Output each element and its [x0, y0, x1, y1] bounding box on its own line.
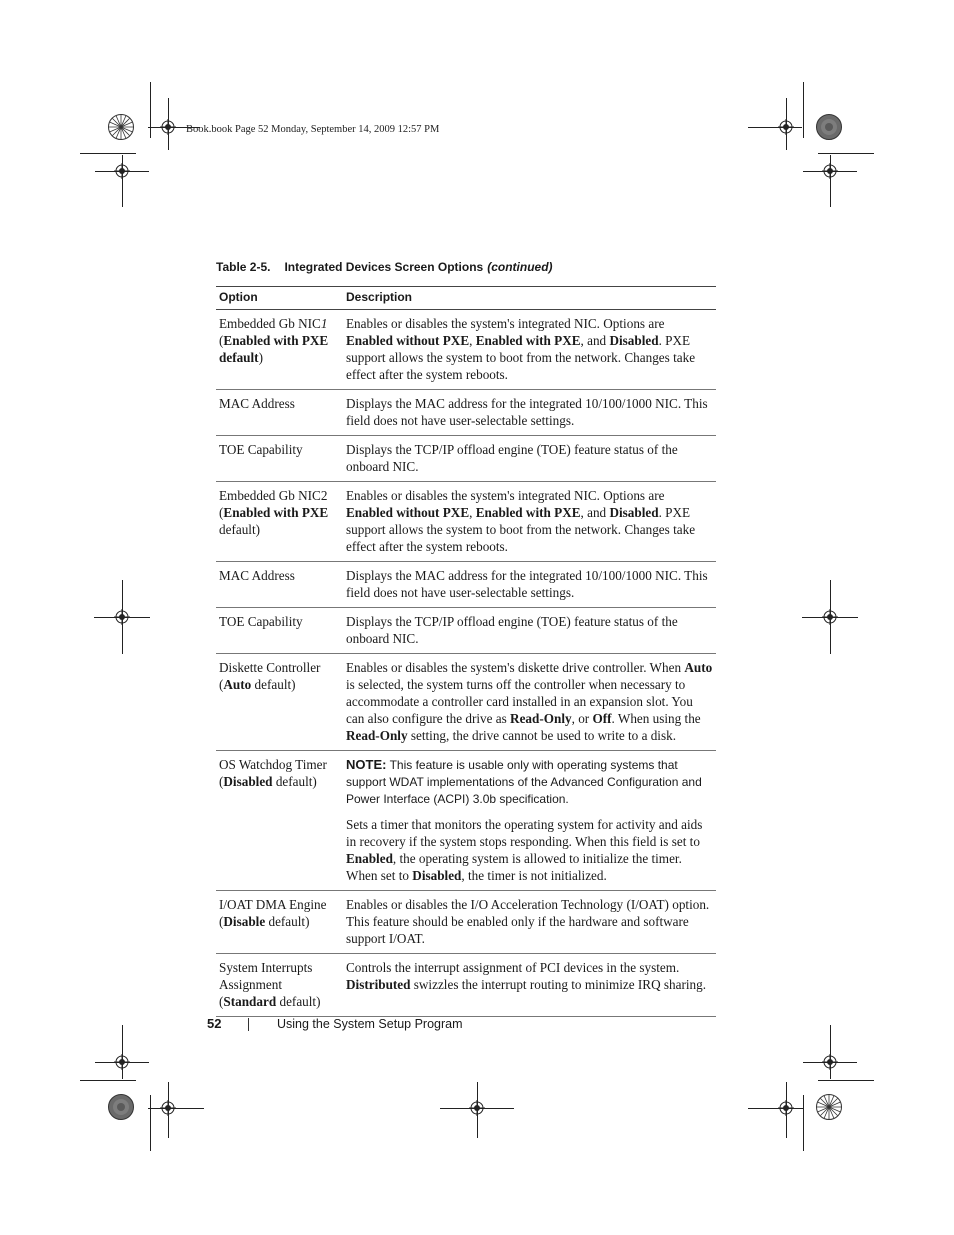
- description-cell: Displays the MAC address for the integrated 10/100/1000 NIC. This field does not have user-selectable settings.: [340, 390, 716, 436]
- gray-rosette-icon: [816, 114, 842, 140]
- registration-target-icon: [114, 609, 130, 625]
- registration-target-icon: [114, 1054, 130, 1070]
- option-cell: MAC Address: [216, 390, 340, 436]
- registration-target-icon: [114, 163, 130, 179]
- bold-term: Auto: [223, 677, 252, 692]
- bold-term: Enabled without PXE: [346, 333, 470, 348]
- registration-target-icon: [778, 119, 794, 135]
- starburst-rosette-icon: [816, 1094, 842, 1120]
- bold-term: Enabled with PXE: [475, 505, 581, 520]
- bold-term: Off: [592, 711, 612, 726]
- bold-term: Disabled: [609, 333, 659, 348]
- table-row: [216, 608, 716, 654]
- option-cell: Embedded Gb NIC1 (Enabled with PXE default): [216, 310, 340, 390]
- registration-target-icon: [469, 1100, 485, 1116]
- bold-term: Read-Only: [510, 711, 572, 726]
- print-header: Book.book Page 52 Monday, September 14, 2009 12:57 PM: [186, 124, 440, 135]
- description-cell: Displays the TCP/IP offload engine (TOE) feature status of the onboard NIC.: [340, 608, 716, 654]
- table-caption: [216, 260, 553, 274]
- registration-target-icon: [160, 1100, 176, 1116]
- italic-term: 1: [320, 316, 328, 331]
- bold-term: Auto: [684, 660, 713, 675]
- bold-term: Distributed: [346, 977, 411, 992]
- bold-term: Disabled: [609, 505, 659, 520]
- description-cell: Enables or disables the system's integrated NIC. Options are Enabled without PXE, Enabled with PXE, and Disabled. PXE support allows the system to boot from the network. Changes take effect after the system reboots.: [340, 310, 716, 390]
- registration-target-icon: [778, 1100, 794, 1116]
- table-row: [216, 310, 716, 390]
- header-option: Option: [216, 287, 340, 310]
- option-cell: TOE Capability: [216, 608, 340, 654]
- bold-term: Disable: [223, 914, 266, 929]
- note-text: This feature is usable only with operating systems that support WDAT implementations of the Advanced Configuration and Power Interface (ACPI) 3.0b specification.: [346, 758, 702, 806]
- description-cell: Displays the TCP/IP offload engine (TOE) feature status of the onboard NIC.: [340, 436, 716, 482]
- caption-label: Table 2-5.: [216, 260, 271, 274]
- page-number: 52: [207, 1016, 222, 1031]
- bold-term: Enabled without PXE: [346, 505, 470, 520]
- description-cell: Enables or disables the system's integrated NIC. Options are Enabled without PXE, Enabled with PXE, and Disabled. PXE support allows the system to boot from the network. Changes take effect after the system reboots.: [340, 482, 716, 562]
- description-cell: Enables or disables the I/O Acceleration Technology (I/OAT) option. This feature should be enabled only if the hardware and software support I/OAT.: [340, 891, 716, 954]
- gray-rosette-icon: [108, 1094, 134, 1120]
- option-cell: OS Watchdog Timer (Disabled default): [216, 751, 340, 891]
- option-cell: Diskette Controller (Auto default): [216, 654, 340, 751]
- table-row: [216, 654, 716, 751]
- option-cell: Embedded Gb NIC2 (Enabled with PXE default): [216, 482, 340, 562]
- bold-term: Disabled: [223, 774, 273, 789]
- note-label: NOTE:: [346, 757, 387, 772]
- note-block: [346, 756, 713, 808]
- registration-target-icon: [822, 163, 838, 179]
- starburst-rosette-icon: [108, 114, 134, 140]
- footer-divider: [248, 1018, 249, 1031]
- description-cell: Enables or disables the system's diskette drive controller. When Auto is selected, the system turns off the controller when necessary to accommodate a controller card installed in an expansion slot. You can also configure the drive as Read-Only, or Off. When using the Read-Only setting, the drive cannot be used to write to a disk.: [340, 654, 716, 751]
- caption-continued: (continued): [487, 260, 553, 274]
- registration-target-icon: [160, 119, 176, 135]
- option-cell: MAC Address: [216, 562, 340, 608]
- bold-term: Standard: [223, 994, 277, 1009]
- option-cell: System Interrupts Assignment (Standard default): [216, 954, 340, 1017]
- bold-term: Enabled with PXE: [475, 333, 581, 348]
- footer-section-title: Using the System Setup Program: [277, 1017, 463, 1031]
- description-cell: Displays the MAC address for the integrated 10/100/1000 NIC. This field does not have user-selectable settings.: [340, 562, 716, 608]
- option-cell: I/OAT DMA Engine (Disable default): [216, 891, 340, 954]
- table-header-row: [216, 287, 716, 310]
- registration-target-icon: [822, 1054, 838, 1070]
- header-description: Description: [340, 287, 716, 310]
- table-row: [216, 436, 716, 482]
- options-table: [216, 286, 716, 1017]
- table-row: [216, 562, 716, 608]
- table-row: [216, 954, 716, 1017]
- table-row: [216, 751, 716, 891]
- bold-term: Enabled with PXE: [223, 505, 329, 520]
- bold-term: Enabled with PXE default: [219, 333, 329, 365]
- table-row: [216, 390, 716, 436]
- description-cell: Controls the interrupt assignment of PCI devices in the system. Distributed swizzles the interrupt routing to minimize IRQ sharing.: [340, 954, 716, 1017]
- bold-term: Read-Only: [346, 728, 408, 743]
- table-row: [216, 482, 716, 562]
- bold-term: Enabled: [346, 851, 393, 866]
- bold-term: Disabled: [412, 868, 462, 883]
- description-text: Sets a timer that monitors the operating system for activity and aids in recovery if the system stops responding. When this field is set to Enabled, the operating system is allowed to initialize the timer. When set to Disabled, the timer is not initialized.: [346, 817, 703, 883]
- description-cell: [340, 751, 716, 891]
- table-row: [216, 891, 716, 954]
- caption-title: Integrated Devices Screen Options: [284, 260, 484, 274]
- registration-target-icon: [822, 609, 838, 625]
- option-cell: TOE Capability: [216, 436, 340, 482]
